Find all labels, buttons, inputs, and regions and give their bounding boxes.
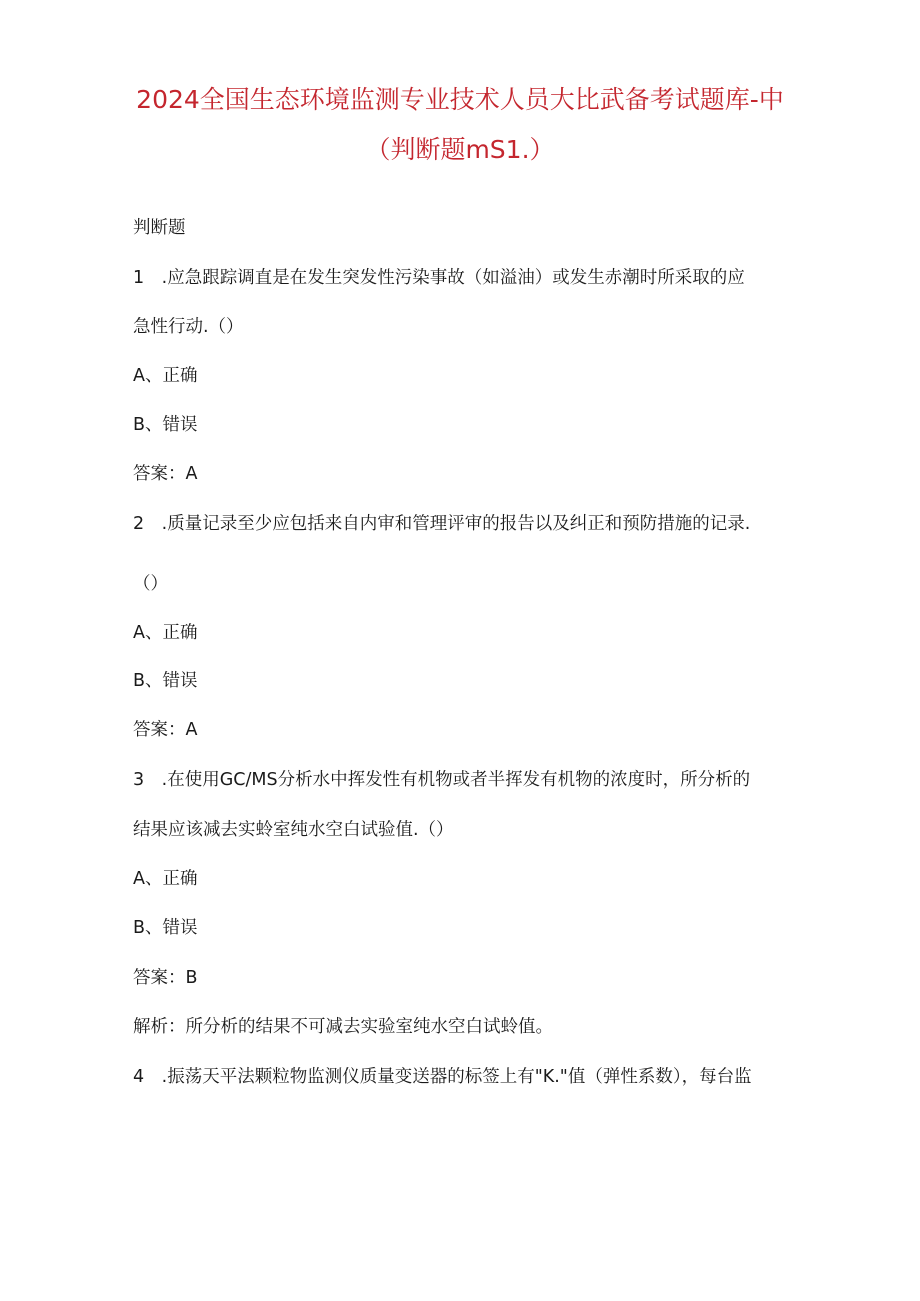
- question-2-text-line-2: （）: [133, 574, 168, 594]
- question-3-analysis: 解析：所分析的结果不可减去实验室纯水空白试蛉值。: [133, 1017, 553, 1037]
- question-1-text-line-2: 急性行动.（）: [133, 317, 244, 337]
- section-heading: 判断题: [133, 218, 186, 238]
- question-1-option-a: A、正确: [133, 366, 198, 386]
- question-3-text-line-2: 结果应该减去实蛉室纯水空白试验值.（）: [133, 820, 454, 840]
- question-3-answer: 答案：B: [133, 968, 198, 988]
- question-2-text-line-1: 2 .质量记录至少应包括来自内审和管理评审的报告以及纠正和预防措施的记录.: [133, 514, 751, 534]
- question-1-answer: 答案：A: [133, 464, 198, 484]
- question-4-text-line-1: 4 .振荡天平法颗粒物监测仪质量变送器的标签上有"K."值（弹性系数），每台监: [133, 1067, 752, 1087]
- question-2-option-b: B、错误: [133, 671, 198, 691]
- document-title-line-2: （判断题mS1.）: [365, 135, 555, 164]
- question-3-option-a: A、正确: [133, 869, 198, 889]
- question-2-option-a: A、正确: [133, 623, 198, 643]
- question-1-option-b: B、错误: [133, 415, 198, 435]
- document-title-line-1: 2024全国生态环境监测专业技术人员大比武备考试题库-中: [136, 85, 784, 114]
- question-1-text-line-1: 1 .应急跟踪调直是在发生突发性污染事故（如溢油）或发生赤潮时所采取的应: [133, 268, 745, 288]
- question-3-text-line-1: 3 .在使用GC/MS分析水中挥发性有机物或者半挥发有机物的浓度时，所分析的: [133, 770, 751, 790]
- question-3-option-b: B、错误: [133, 918, 198, 938]
- question-2-answer: 答案：A: [133, 720, 198, 740]
